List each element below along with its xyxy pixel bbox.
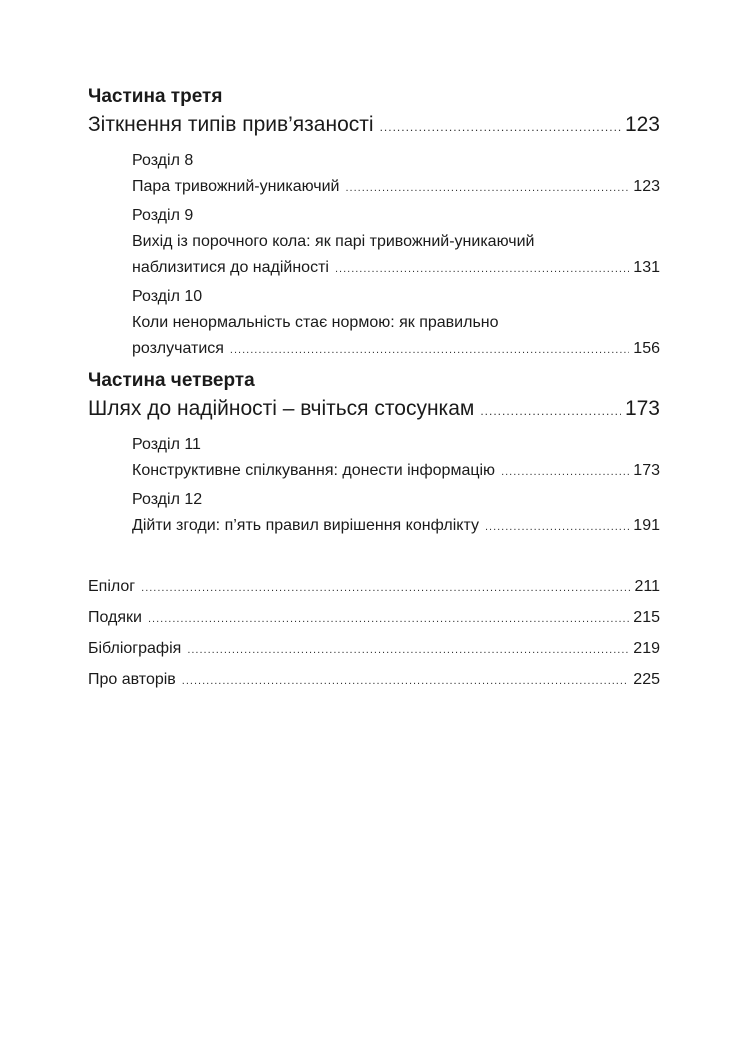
back-matter-title: Подяки (88, 609, 142, 626)
dot-leader (380, 110, 621, 142)
part-4-title: Шлях до надійності – вчіться стосункам (88, 397, 475, 420)
chapter-10-title-line-1: Коли ненормальність стає нормою: як правильно (132, 314, 499, 331)
chapter-11-title: Конструктивне спілкування: донести інформацію (132, 462, 496, 479)
chapter-12-page-number: 191 (633, 517, 660, 534)
chapter-10-label: Розділ 10 (132, 288, 203, 305)
chapter-11-label: Розділ 11 (132, 436, 201, 453)
table-of-contents (88, 84, 660, 695)
back-matter-title: Бібліографія (88, 640, 182, 657)
back-matter-page-number: 219 (633, 640, 660, 657)
chapter-11-entry[interactable] (132, 432, 660, 484)
part-4-label: Частина четверта (88, 370, 255, 391)
chapter-8-page-number: 123 (633, 178, 660, 195)
dot-leader (182, 664, 630, 697)
part-3-title-row[interactable] (88, 110, 660, 140)
back-matter-item-epilogue[interactable] (88, 571, 660, 602)
back-matter-page-number: 225 (633, 671, 660, 688)
chapter-9-title-line-1: Вихід із порочного кола: як парі тривожний-уникаючий (132, 233, 535, 250)
chapter-9-entry[interactable] (132, 203, 660, 281)
chapter-8-entry[interactable] (132, 148, 660, 200)
dot-leader (480, 394, 621, 426)
part-4-section (88, 368, 660, 539)
chapter-8-label: Розділ 8 (132, 152, 194, 169)
back-matter-list (88, 571, 660, 695)
dot-leader (148, 602, 629, 635)
chapter-9-title-line-2: наблизитися до надійності (132, 259, 329, 276)
part-3-label: Частина третя (88, 86, 223, 107)
back-matter-title: Про авторів (88, 671, 176, 688)
chapter-9-label: Розділ 9 (132, 207, 194, 224)
chapter-11-page-number: 173 (633, 462, 660, 479)
chapter-11-title-row (132, 458, 660, 484)
dot-leader (335, 255, 629, 282)
back-matter-item-about-authors[interactable] (88, 664, 660, 695)
chapter-12-label: Розділ 12 (132, 491, 203, 508)
chapter-12-title-row (132, 513, 660, 539)
dot-leader (230, 336, 629, 363)
part-4-page-number: 173 (624, 397, 660, 420)
back-matter-page-number: 215 (633, 609, 660, 626)
back-matter-item-acknowledgements[interactable] (88, 602, 660, 633)
back-matter-page-number: 211 (634, 578, 660, 595)
chapter-12-entry[interactable] (132, 487, 660, 539)
chapter-10-entry[interactable] (132, 284, 660, 362)
part-3-title: Зіткнення типів прив’язаності (88, 113, 374, 136)
dot-leader (485, 513, 629, 540)
dot-leader (345, 174, 629, 201)
dot-leader (501, 458, 629, 485)
chapter-12-title: Дійти згоди: п’ять правил вирішення конфлікту (132, 517, 479, 534)
chapter-9-page-number: 131 (633, 259, 660, 276)
chapter-10-page-number: 156 (633, 340, 660, 357)
dot-leader (141, 571, 630, 604)
part-3-section (88, 84, 660, 362)
back-matter-title: Епілог (88, 578, 136, 595)
chapter-8-title-row (132, 174, 660, 200)
chapter-10-title-row (132, 336, 660, 362)
chapter-9-title-row (132, 255, 660, 281)
back-matter-item-bibliography[interactable] (88, 633, 660, 664)
chapter-10-title-line-2: розлучатися (132, 340, 224, 357)
part-4-title-row[interactable] (88, 394, 660, 424)
chapter-8-title: Пара тривожний-уникаючий (132, 178, 340, 195)
part-3-page-number: 123 (624, 113, 660, 136)
dot-leader (187, 633, 629, 666)
